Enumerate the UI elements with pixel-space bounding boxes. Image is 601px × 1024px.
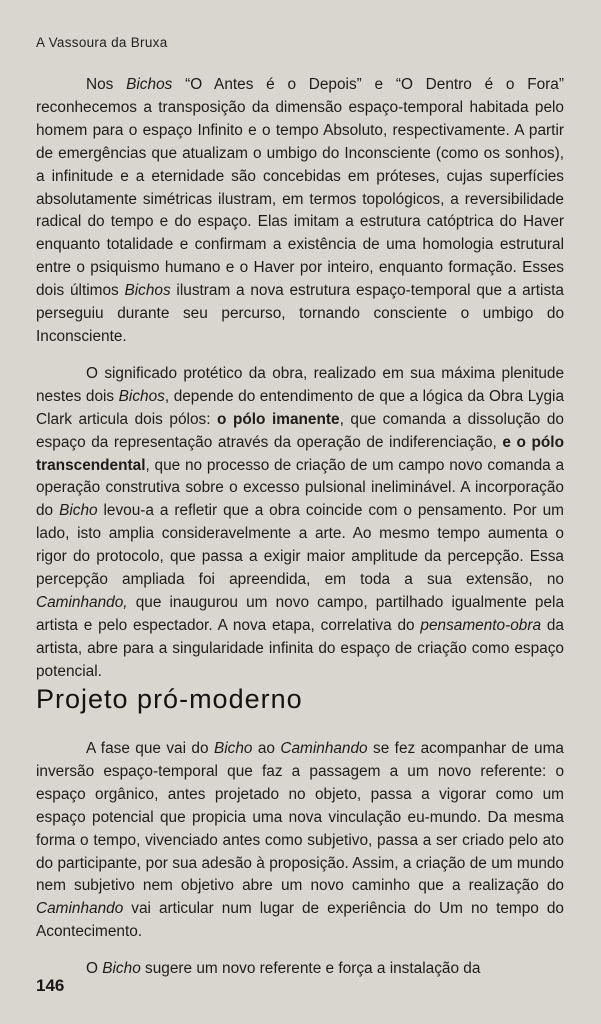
bold-term: e o pólo transcendental	[36, 433, 564, 474]
paragraph: Nos Bichos “O Antes é o Depois” e “O Dentro é o Fora” reconhecemos a transposição da dimensão espaço-temporal habitada pelo homem para o espaço Infinito e o tempo Absoluto, respectivamente. A partir de emergências que atualizam o umbigo do Inconsciente (como os sonhos), a infinitude e a eternidade são concebidas em próteses, cujas superfícies absolutamente simétricas ilustram, em termos topológicos, a reversibilidade radical do tempo e do espaço. Elas imitam a estrutura catóptrica do Haver enquanto totalidade e confirmam a existência de uma homologia estrutural entre o psiquismo humano e o Haver por inteiro, enquanto formação. Esses dois últimos Bichos ilustram a nova estrutura espaço-temporal que a artista perseguiu durante seu percurso, tornando consciente o umbigo do Inconsciente.	[36, 76, 564, 345]
italic-term: Caminhando,	[36, 593, 128, 611]
section-heading: Projeto pró-moderno	[36, 684, 303, 714]
paragraph: A fase que vai do Bicho ao Caminhando se fez acompanhar de uma inversão espaço-temporal que faz a passagem a um novo referente: o espaço orgânico, antes projetado no objeto, passa a vigorar como um espaço potencial que propicia uma nova vinculação eu-mundo. Da mesma forma o tempo, vivenciado antes como subjetivo, passa a ser criado pelo ato do participante, por sua adesão à proposição. Assim, a criação de um mundo nem subjetivo nem objetivo abre um novo caminho que a realização do Caminhando vai articular num lugar de experiência do Um no tempo do Acontecimento.	[36, 740, 564, 941]
text-block-1	[36, 74, 564, 684]
italic-term: Bichos	[126, 76, 173, 93]
italic-term: Bicho	[102, 960, 141, 978]
italic-term: pensamento-obra	[420, 616, 542, 634]
italic-term: Bichos	[124, 282, 171, 300]
italic-term: Bichos	[118, 387, 165, 405]
bold-term: o pólo imanente	[217, 410, 340, 428]
paragraph: O significado protético da obra, realizado em sua máxima plenitude nestes dois Bichos, depende do entendimento de que a lógica da Obra Lygia Clark articula dois pólos: o pólo imanente, que comanda a dissolução do espaço da representação através da operação de indiferenciação, e o pólo transcendental, que no processo de criação de um campo novo comanda a operação construtiva sobre o excesso pulsional ineliminável. A incorporação do Bicho levou-a a refletir que a obra coincide com o pensamento. Por um lado, isto amplia consideravelmente a arte. Ao mesmo tempo aumenta o rigor do protocolo, que passa a exigir maior amplitude da percepção. Essa percepção ampliada foi apreendida, em toda a sua extensão, no Caminhando, que inaugurou um novo campo, partilhado igualmente pela artista e pelo espectador. A nova etapa, correlativa do pensamento-obra da artista, abre para a singularidade infinita do espaço de criação como espaço potencial.	[36, 364, 564, 680]
text-block-2	[36, 738, 564, 981]
italic-term: Bicho	[213, 740, 253, 757]
italic-term: Caminhando	[280, 740, 368, 757]
italic-term: Bicho	[59, 502, 98, 520]
running-header: A Vassoura da Bruxa	[36, 35, 168, 50]
page-number: 146	[36, 976, 65, 995]
italic-term: Caminhando	[36, 900, 124, 918]
paragraph: O Bicho sugere um novo referente e força a instalação da	[86, 960, 481, 978]
